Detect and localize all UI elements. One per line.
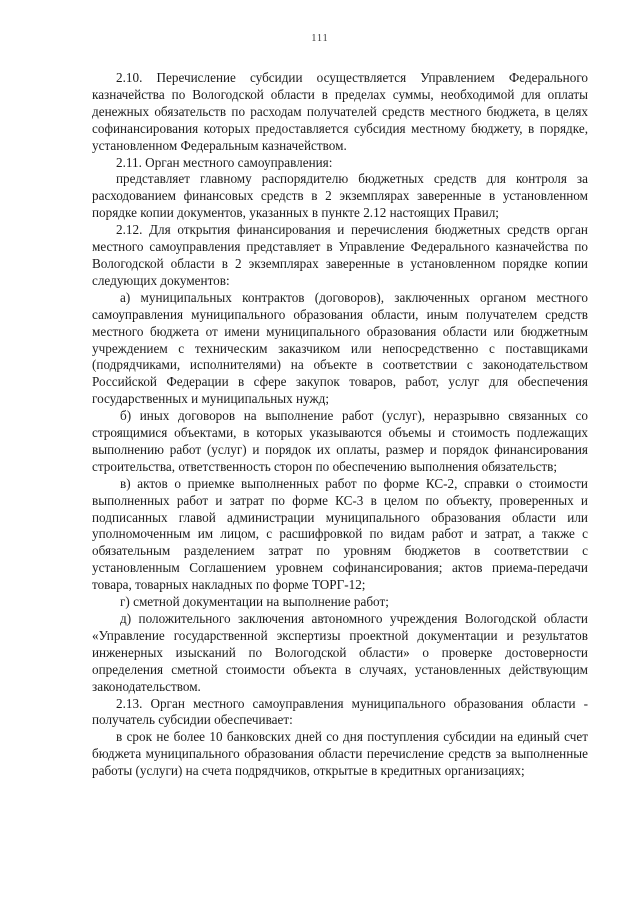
document-body	[92, 70, 588, 780]
paragraph-2-10: 2.10. Перечисление субсидии осуществляется Управлением Федерального казначейства по Вологодской области в пределах суммы, необходимой для оплаты денежных обязательств по расходам получателей средств местного бюджета, в целях софинансирования которых предоставляется субсидия местному бюджету, в порядке, установленном Федеральным казначейством.	[92, 70, 588, 153]
paragraph-2-12-item-a: а) муниципальных контрактов (договоров), заключенных органом местного самоуправления муниципального образования области, иным получателем средств местного бюджета от имени муниципального образования области или бюджетным учреждением с техническим заказчиком или непосредственно с поставщиками (подрядчиками, исполнителями) на объекте в соответствии с законодательством Российской Федерации в сфере закупок товаров, работ, услуг для обеспечения государственных и муниципальных нужд;	[92, 289, 588, 407]
paragraph-2-12: 2.12. Для открытия финансирования и перечисления бюджетных средств орган местного самоуправления представляет в Управление Федерального казначейства по Вологодской области в 2 экземплярах заверенные в установленном порядке копии следующих документов:	[92, 222, 588, 288]
paragraph-2-12-item-b: б) иных договоров на выполнение работ (услуг), неразрывно связанных со строящимися объектами, в которых указываются объемы и стоимость подлежащих выполнению работ (услуг) и порядок их оплаты, размер и порядок финансирования строительства, ответственность сторон по обеспечению выполнения обязательств;	[92, 408, 588, 474]
paragraph-2-11: 2.11. Орган местного самоуправления:	[116, 154, 333, 170]
paragraph-2-12-item-v: в) актов о приемке выполненных работ по форме КС-2, справки о стоимости выполненных работ и затрат по форме КС-3 в целом по объекту, проверенных и подписанных главой администрации муниципального образования области или уполномоченным им лицом, с расшифровкой по видам работ и затрат, а также с обязательным разделением затрат по уровням бюджетов в соответствии с установленным Соглашением уровнем софинансирования; актов приема-передачи товара, товарных накладных по форме ТОРГ-12;	[92, 475, 588, 593]
paragraph-2-13: 2.13. Орган местного самоуправления муниципального образования области - получатель субсидии обеспечивает:	[92, 695, 588, 728]
paragraph-2-12-item-d: д) положительного заключения автономного учреждения Вологодской области «Управление государственной экспертизы проектной документации и результатов инженерных изысканий по Вологодской области» о проверке достоверности определения сметной стоимости объекта в случаях, установленных действующим законодательством.	[92, 611, 588, 694]
paragraph-2-12-item-g: г) сметной документации на выполнение работ;	[120, 594, 389, 610]
paragraph-2-11-item: представляет главному распорядителю бюджетных средств для контроля за расходованием финансовых средств в 2 экземплярах заверенные в установленном порядке копии документов, указанных в пункте 2.12 настоящих Правил;	[92, 171, 588, 221]
page-number: 111	[311, 33, 329, 44]
paragraph-2-13-item: в срок не более 10 банковских дней со дня поступления субсидии на единый счет бюджета муниципального образования области перечисление средств за выполненные работы (услуги) на счета подрядчиков, открытые в кредитных организациях;	[92, 729, 588, 779]
